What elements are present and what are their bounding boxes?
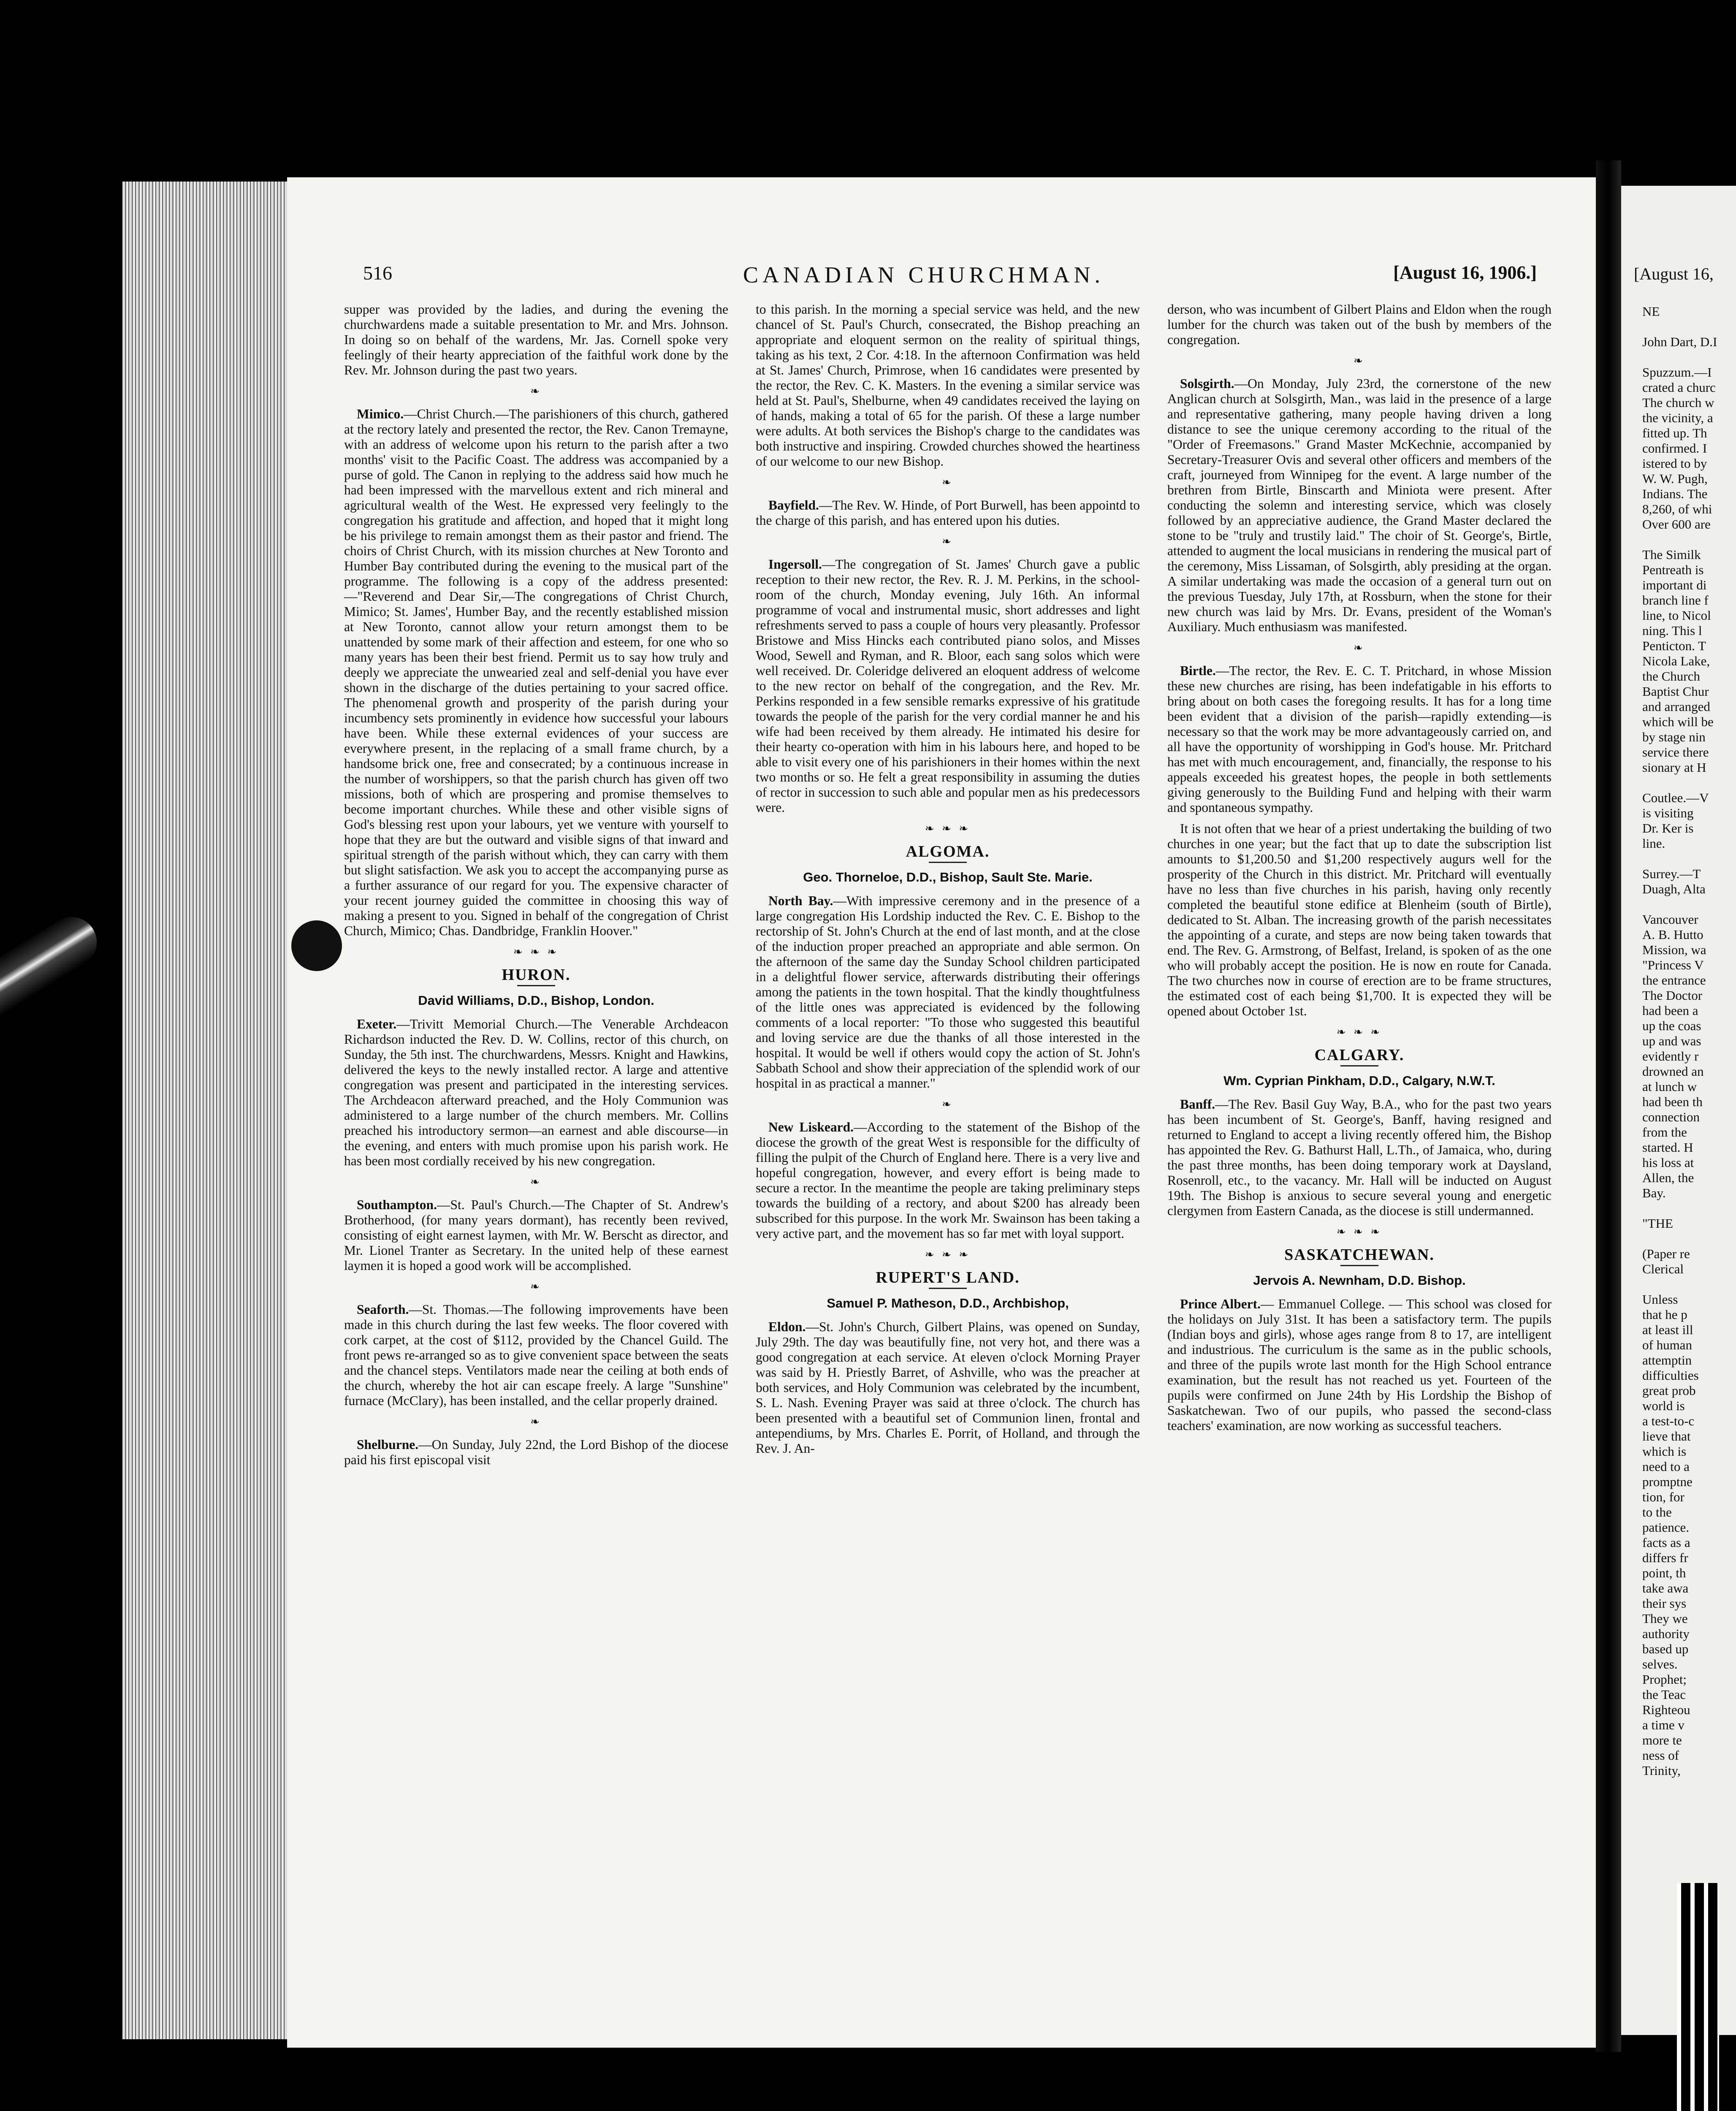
place-name: Solsgirth. bbox=[1180, 376, 1234, 391]
item-southampton bbox=[344, 1197, 728, 1273]
divider bbox=[1340, 1065, 1378, 1066]
right-page-line: Allen, the bbox=[1642, 1170, 1694, 1185]
item-text: —St. John's Church, Gilbert Plains, was opened on Sunday, July 29th. The day was beautifully fine, not very hot, and there was a good congregation at each service. At eleven o'clock Morning Prayer was said by H. Priestly Barret, of Ashville, who was the preacher at both services, and Holy Communion was celebrated by the incumbent, S. L. Nash. Evening Prayer was said at three o'clock. The church has been presented with a beautiful set of Communion linen, frontal and antependiums, by Mrs. Charles E. Porrit, of Holland, and through the Rev. J. An- bbox=[756, 1319, 1140, 1456]
item-bayfield bbox=[756, 498, 1140, 528]
section-ornament: ❧ ❧ ❧ bbox=[925, 822, 971, 835]
item-shelburne bbox=[344, 1437, 728, 1468]
right-page-line: confirmed. I bbox=[1642, 441, 1707, 456]
right-page-line: their sys bbox=[1642, 1596, 1687, 1611]
right-page-line: point, th bbox=[1642, 1566, 1686, 1580]
right-page-line: The Similk bbox=[1642, 547, 1701, 562]
right-page-line: promptne bbox=[1642, 1474, 1693, 1489]
divider bbox=[1340, 1265, 1378, 1266]
ornament: ❧ bbox=[530, 1416, 542, 1428]
right-page-line: Nicola Lake, bbox=[1642, 654, 1710, 668]
right-page-line: which is bbox=[1642, 1444, 1687, 1459]
right-page-line bbox=[1642, 1201, 1736, 1216]
right-page-line: by stage nin bbox=[1642, 730, 1706, 744]
right-page-line: Penticton. T bbox=[1642, 638, 1706, 653]
place-name: New Liskeard. bbox=[768, 1120, 854, 1134]
right-page-line bbox=[1642, 1277, 1736, 1292]
right-page-line: patience. bbox=[1642, 1520, 1690, 1535]
right-page-line bbox=[1642, 1231, 1736, 1246]
item-seaforth bbox=[344, 1302, 728, 1408]
item-text: —St. Paul's Church.—The Chapter of St. Andrew's Brotherhood, (for many years dormant), has recently been revived, consisting of eight earnest laymen, with Mr. W. Berscht as director, and Mr. Lionel Tranter as Secretary. In the united help of these earnest laymen it is hoped a good work will be accomplished. bbox=[344, 1197, 728, 1273]
item-text: —Trivitt Memorial Church.—The Venerable Archdeacon Richardson inducted the Rev. D. W. Collins, rector of this church, on Sunday, the 5th inst. The churchwardens, Messrs. Knight and Hawkins, delivered the keys to the newly installed rector. A large and attentive congregation was present and participated in the interesting services. The Archdeacon afterward preached, and the Holy Communion was administered to a large number of the church members. Mr. Collins preached his introductory sermon—an earnest and able discourse—in the evening, and enters with much promise upon his parish work. He has been most cordially received by his new congregation. bbox=[344, 1017, 728, 1168]
right-page-line: based up bbox=[1642, 1642, 1689, 1656]
right-page-line: the Teac bbox=[1642, 1687, 1686, 1702]
paragraph: supper was provided by the ladies, and during the evening the churchwardens made a suitable presentation to Mr. and Mrs. Johnson. In doing so on behalf of the wardens, Mr. Jas. Cornell spoke very feelingly of their hearty appreciation of the faithful work done by the Rev. Mr. Johnson during the past two years. bbox=[344, 302, 728, 377]
right-page-line: Coutlee.—V bbox=[1642, 790, 1709, 805]
right-page-line: Clerical bbox=[1642, 1262, 1684, 1276]
item-text: —The rector, the Rev. E. C. T. Pritchard, in whose Mission these new churches are rising, has been indefatigable in his efforts to bring about on both cases the foregoing results. It has for a long time been evident that a division of the parish—rapidly extending—is necessary so that the work may be more advantageously carried on, and all have the opportunity of worshipping in God's house. Mr. Pritchard has met with much encouragement, and, financially, the response to his appeals exceeded his greatest hopes, the people in both settlements giving generously to the Building Fund and helping with their warm and spontaneous sympathy. bbox=[1167, 663, 1552, 815]
right-page-line: Bay. bbox=[1642, 1186, 1666, 1200]
item-text: —According to the statement of the Bishop of the diocese the growth of the great West is responsible for the difficulty of filling the pulpit of the Church of England here. There is a very live and hopeful congregation, however, and every effort is being made to secure a rector. In the meantime the people are taking preliminary steps towards the building of a rectory, and about $200 has already been subscribed for this purpose. In the work Mr. Swainson has been taking a very active part, and the movement has so far met with loyal support. bbox=[756, 1120, 1140, 1241]
item-text: —The Rev. Basil Guy Way, B.A., who for the past two years has been incumbent of St. George's, Banff, having resigned and returned to England to accept a living recently offered him, the Bishop has appointed the Rev. G. Bathurst Hall, L.Th., of Jamaica, who, during the past three months, has been doing temporary work at Daysland, Rosenroll, etc., to the vacancy. Mr. Hall will be inducted on August 19th. The Bishop is anxious to secure several young and energetic clergymen from Eastern Canada, as the diocese is still undermanned. bbox=[1167, 1097, 1552, 1218]
right-page-line: the entrance bbox=[1642, 973, 1706, 988]
right-page-line: differs fr bbox=[1642, 1550, 1688, 1565]
right-page-text bbox=[1642, 304, 1736, 1778]
right-page-line bbox=[1642, 319, 1736, 334]
right-page-line: Over 600 are bbox=[1642, 517, 1711, 532]
right-page-line: had been th bbox=[1642, 1094, 1703, 1109]
right-page-fragment bbox=[1621, 186, 1736, 2035]
column-2 bbox=[756, 302, 1140, 1462]
right-page-line: ning. This l bbox=[1642, 623, 1702, 638]
ornament: ❧ bbox=[1354, 642, 1365, 654]
item-mimico bbox=[344, 407, 728, 939]
paragraph: derson, who was incumbent of Gilbert Plains and Eldon when the rough lumber for the church was taken out of the bush by members of the congregation. bbox=[1167, 302, 1552, 347]
ornament: ❧ bbox=[942, 1098, 954, 1110]
right-page-line: up the coas bbox=[1642, 1018, 1701, 1033]
right-page-line: evidently r bbox=[1642, 1049, 1699, 1064]
page-header bbox=[363, 262, 1537, 287]
scanner-edge-stripes bbox=[1677, 1883, 1719, 2111]
place-name: Southampton. bbox=[357, 1197, 437, 1212]
place-name: Birtle. bbox=[1180, 663, 1216, 678]
item-new-liskeard bbox=[756, 1120, 1140, 1241]
section-ornament: ❧ ❧ ❧ bbox=[1336, 1026, 1383, 1038]
ornament: ❧ bbox=[530, 1281, 542, 1293]
right-page-line: which will be bbox=[1642, 714, 1714, 729]
column-1 bbox=[344, 302, 728, 1473]
bottom-shadow bbox=[287, 2048, 1596, 2111]
item-prince-albert bbox=[1167, 1297, 1552, 1433]
bishop-line: David Williams, D.D., Bishop, London. bbox=[418, 993, 654, 1008]
right-page-line: The church w bbox=[1642, 395, 1714, 410]
item-text: —The congregation of St. James' Church gave a public reception to their new rector, the Rev. R. J. M. Perkins, in the school-room of the church, Monday evening, July 16th. An informal programme of vocal and instrumental music, short addresses and light refreshments served to pass a couple of hours very pleasantly. Professor Bristowe and Miss Hincks each contributed piano solos, and Misses Wood, Sewell and Ryman, and R. Bloor, each sang solos which were well received. Dr. Coleridge delivered an eloquent address of welcome to the new rector on behalf of the congregation, and the Rev. Mr. Perkins responded in a few sensible remarks expressive of his gratitude towards the people of the parish for the very cordial manner he and his wife had been received by them already. He intimated his desire for their hearty co-operation with him in his labours here, and hoped to be able to visit every one of his parishioners in their homes within the next two months or so. He felt a great responsibility in assuming the duties of rector in succession to such able and popular men as his predecessors were. bbox=[756, 557, 1140, 815]
right-page-line: more te bbox=[1642, 1733, 1682, 1747]
right-page-line: Spuzzum.—I bbox=[1642, 365, 1712, 380]
right-page-line: lieve that bbox=[1642, 1429, 1691, 1444]
right-page-line: branch line f bbox=[1642, 593, 1709, 608]
right-page-line: at least ill bbox=[1642, 1322, 1693, 1337]
right-page-line: crated a churc bbox=[1642, 380, 1716, 395]
right-page-line: Baptist Chur bbox=[1642, 684, 1709, 699]
place-name: Exeter. bbox=[357, 1017, 397, 1031]
right-page-line: up and was bbox=[1642, 1034, 1701, 1048]
ornament: ❧ bbox=[1354, 355, 1365, 367]
right-page-line: world is bbox=[1642, 1398, 1685, 1413]
right-page-line bbox=[1642, 775, 1736, 790]
right-page-line: They we bbox=[1642, 1611, 1688, 1626]
right-page-line: Pentreath is bbox=[1642, 562, 1704, 577]
right-page-line: NE bbox=[1642, 304, 1660, 319]
place-name: Shelburne. bbox=[357, 1437, 419, 1452]
right-page-line: his loss at bbox=[1642, 1155, 1694, 1170]
right-page-line: and arranged bbox=[1642, 699, 1710, 714]
item-text: —On Sunday, July 22nd, the Lord Bishop of the diocese paid his first episcopal visit bbox=[344, 1437, 728, 1467]
bishop-line: Geo. Thorneloe, D.D., Bishop, Sault Ste. Marie. bbox=[803, 870, 1093, 885]
item-text: — Emmanuel College. — This school was closed for the holidays on July 31st. It has been a satisfactory term. The pupils (Indian boys and girls), whose ages range from 8 to 17, are intelligent and industrious. The curriculum is the same as in the public schools, and three of the pupils wrote last month for the High School entrance examination, but the result has not reached us yet. Fourteen of the pupils were confirmed on June 24th by His Lordship the Bishop of Saskatchewan. Two of our pupils, who passed the second-class teachers' examination, are now working as successful teachers. bbox=[1167, 1297, 1552, 1433]
right-page-line: from the bbox=[1642, 1125, 1687, 1140]
pen-object bbox=[0, 907, 106, 1219]
item-text: —The Rev. W. Hinde, of Port Burwell, has been appointd to the charge of this parish, and has entered upon his duties. bbox=[756, 498, 1140, 528]
right-page-line: (Paper re bbox=[1642, 1246, 1690, 1261]
divider bbox=[929, 862, 967, 863]
place-name: Bayfield. bbox=[768, 498, 819, 513]
right-page-date: [August 16, bbox=[1634, 264, 1714, 283]
section-title: HURON. bbox=[502, 966, 571, 984]
right-page-line: Vancouver bbox=[1642, 912, 1698, 927]
item-birtle bbox=[1167, 663, 1552, 815]
section-title: ALGOMA. bbox=[906, 843, 990, 860]
right-page-line: a test-to-c bbox=[1642, 1414, 1695, 1428]
place-name: Prince Albert. bbox=[1180, 1297, 1261, 1311]
right-page-line bbox=[1642, 532, 1736, 547]
section-ornament: ❧ ❧ ❧ bbox=[925, 1248, 971, 1261]
page-edge-stack bbox=[122, 182, 287, 2039]
pen-tip bbox=[291, 920, 342, 971]
right-page-line: drowned an bbox=[1642, 1064, 1704, 1079]
right-page-line bbox=[1642, 897, 1736, 912]
right-page-line: Righteou bbox=[1642, 1702, 1690, 1717]
section-title: CALGARY. bbox=[1314, 1046, 1405, 1064]
right-page-line: to the bbox=[1642, 1505, 1672, 1519]
page-number: 516 bbox=[363, 262, 392, 284]
item-eldon bbox=[756, 1319, 1140, 1456]
right-page-line: at lunch w bbox=[1642, 1079, 1697, 1094]
bishop-line: Wm. Cyprian Pinkham, D.D., Calgary, N.W.T. bbox=[1223, 1073, 1495, 1088]
item-solsgirth bbox=[1167, 376, 1552, 635]
right-page-line: line. bbox=[1642, 836, 1665, 851]
item-north-bay bbox=[756, 893, 1140, 1091]
right-page-line: sionary at H bbox=[1642, 760, 1706, 775]
ornament: ❧ bbox=[530, 385, 542, 397]
section-ornament: ❧ ❧ ❧ bbox=[1336, 1226, 1383, 1238]
right-page-line: Surrey.—T bbox=[1642, 866, 1701, 881]
right-page-line: the Church bbox=[1642, 669, 1700, 684]
right-page-line: 8,260, of whi bbox=[1642, 502, 1712, 516]
place-name: Seaforth. bbox=[357, 1302, 409, 1317]
right-page-line: attemptin bbox=[1642, 1353, 1692, 1368]
right-page-line: Indians. The bbox=[1642, 486, 1708, 501]
column-3 bbox=[1167, 302, 1552, 1439]
ornament: ❧ bbox=[942, 476, 954, 488]
place-name: Ingersoll. bbox=[768, 557, 822, 572]
right-page-line: A. B. Hutto bbox=[1642, 927, 1703, 942]
place-name: Eldon. bbox=[768, 1319, 806, 1334]
ornament: ❧ bbox=[530, 1176, 542, 1188]
right-page-line: had been a bbox=[1642, 1003, 1698, 1018]
ornament: ❧ bbox=[942, 535, 954, 548]
right-page-line: a time v bbox=[1642, 1718, 1684, 1732]
right-page-line: facts as a bbox=[1642, 1535, 1690, 1550]
item-banff bbox=[1167, 1097, 1552, 1218]
right-page-line: great prob bbox=[1642, 1383, 1696, 1398]
item-ingersoll bbox=[756, 557, 1140, 815]
journal-title: CANADIAN CHURCHMAN. bbox=[743, 262, 1105, 288]
right-page-line: selves. bbox=[1642, 1657, 1678, 1671]
right-page-line: line, to Nicol bbox=[1642, 608, 1711, 623]
bishop-line: Samuel P. Matheson, D.D., Archbishop, bbox=[827, 1296, 1069, 1311]
right-page-line: Prophet; bbox=[1642, 1672, 1687, 1687]
right-page-line: Dr. Ker is bbox=[1642, 821, 1694, 836]
right-page-line: Mission, wa bbox=[1642, 942, 1706, 957]
right-page-line: started. H bbox=[1642, 1140, 1693, 1155]
divider bbox=[517, 985, 555, 986]
section-title: SASKATCHEWAN. bbox=[1284, 1246, 1435, 1264]
item-text: —On Monday, July 23rd, the cornerstone of the new Anglican church at Solsgirth, Man., was laid in the presence of a large and representative gathering, many people having driven a long distance to see the unique ceremony according to the ritual of the "Order of Freemasons." Grand Master McKechnie, accompanied by Secretary-Treasurer Ovis and several other officers and members of the craft, journeyed from Winnipeg for the event. A large number of the brethren from Birtle, Binscarth and Miniota were present. After conducting the solemn and interesting service, which was closely followed by an appreciative audience, the Grand Master declared the stone to be "truly and trustily laid." The choir of St. George's, Birtle, attended to augment the local musicians in rendering the musical part of the ceremony, Miss Lissaman, of Solsgirth, ably presiding at the organ. A similar undertaking was made the occasion of a general turn out on the previous Tuesday, July 17th, at Rossburn, when the stone for their new church was laid by Mrs. Dr. Evans, president of the Woman's Auxiliary. Much enthusiasm was manifested. bbox=[1167, 376, 1552, 634]
right-page-line: take awa bbox=[1642, 1581, 1689, 1595]
right-page-line: ness of bbox=[1642, 1748, 1679, 1763]
section-ornament: ❧ ❧ ❧ bbox=[513, 946, 559, 958]
item-exeter bbox=[344, 1017, 728, 1169]
place-name: North Bay. bbox=[768, 893, 833, 908]
right-page-line: is visiting bbox=[1642, 806, 1694, 820]
right-page-line: The Doctor bbox=[1642, 988, 1703, 1003]
item-text: —St. Thomas.—The following improvements have been made in this church during the last few weeks. The floor covered with cork carpet, at the cost of $112, provided by the Chancel Guild. The front pews re-arranged so as to give convenient space between the seats and the chancel steps. Ventilators made near the ceiling at both ends of the church, whereby the hot air can escape freely. A large "Sunshine" furnace (McClary), has been installed, and the cellar properly drained. bbox=[344, 1302, 728, 1408]
divider bbox=[929, 1288, 967, 1289]
right-page-line: connection bbox=[1642, 1110, 1700, 1124]
right-page-line: W. W. Pugh, bbox=[1642, 471, 1708, 486]
right-page-line: the vicinity, a bbox=[1642, 410, 1713, 425]
right-page-line: important di bbox=[1642, 578, 1707, 592]
book-gutter bbox=[1596, 160, 1621, 2052]
right-page-line: Duagh, Alta bbox=[1642, 882, 1706, 896]
right-page-line: tion, for bbox=[1642, 1490, 1684, 1504]
right-page-line: difficulties bbox=[1642, 1368, 1699, 1383]
right-page-line: "Princess V bbox=[1642, 958, 1704, 972]
paragraph: to this parish. In the morning a special service was held, and the new chancel of St. Paul's Church, consecrated, the Bishop preaching an appropriate and eloquent sermon on the reality of spiritual things, taking as his text, 2 Cor. 4:18. In the afternoon Confirmation was held at St. James' Church, Primrose, when 16 candidates were presented by the rector, the Rev. C. K. Masters. In the evening a similar service was held at St. Paul's, Shelburne, when 49 candidates received the laying on of hands, making a total of 65 for the parish. Of these a large number were adults. At both services the Bishop's charge to the candidates was both instructive and inspiring. Crowded churches showed the heartiness of our welcome to our new Bishop. bbox=[756, 302, 1140, 469]
right-page-line: John Dart, D.I bbox=[1642, 334, 1717, 349]
right-page-line: Unless bbox=[1642, 1292, 1678, 1307]
paragraph: It is not often that we hear of a priest undertaking the building of two churches in one year; but the fact that up to date the subscription list amounts to $1,200.50 and $1,200 respectively augurs well for the prosperity of the Church in this district. Mr. Pritchard will eventually have no less than five churches in his parish, having only recently completed the beautiful stone edifice at Blenheim (south of Birtle), dedicated to St. Alban. The increasing growth of the parish necessitates the appointing of a curate, and steps are now being taken towards that end. The Rev. G. Armstrong, of Belfast, Ireland, is spoken of as the one who will probably accept the position. He is now en route for Canada. The two churches now in course of erection are to be frame structures, the estimated cost of each being $1,700. It is expected they will be opened about October 1st. bbox=[1167, 821, 1552, 1018]
right-page-line: of human bbox=[1642, 1338, 1692, 1352]
right-page-line: istered to by bbox=[1642, 456, 1707, 471]
place-name: Mimico. bbox=[357, 407, 404, 421]
item-text: —Christ Church.—The parishioners of this church, gathered at the rectory lately and presented the rector, the Rev. Canon Tremayne, with an address of welcome upon his return to the parish after a two months' visit to the Pacific Coast. The address was accompanied by a purse of gold. The Canon in replying to the address said how much he had been impressed with the marvellous extent and rich mineral and agricultural wealth of the West. He expressed very feelingly to the congregation his gratitude and affection, and hoped that it might long be his privilege to remain amongst them as their pastor and friend. The choirs of Christ Church, with its mission churches at New Toronto and Humber Bay contributed during the evening to the musical part of the programme. The following is a copy of the address presented:—"Reverend and Dear Sir,—The congregations of Christ Church, Mimico; St. James', Humber Bay, and the recently established mission at New Toronto, cannot allow your return amongst them to be unattended by some mark of their affection and esteem, for one who so many years has been their best friend. Permit us to say how truly and deeply we appreciate the unwearied zeal and self-denial you have ever shown in the discharge of the duties pertaining to your sacred office. The phenomenal growth and prosperity of the parish during your incumbency sets prominently in evidence how successful your labours have been. While these external evidences of your success are everywhere present, in the replacing of a small frame church, by a handsome brick one, free and consecrated; by a continuous increase in the number of worshippers, so that the parish church has given off two missions, both of which are prospering and promise themselves to become important churches. While these and other visible signs of God's blessing rest upon your labours, yet we venture with yourself to hope that they are but the outward and visible signs of that inward and spiritual strength of the parish without which, they can carry with them but slight satisfaction. We ask you to accept the accompanying purse as a further assurance of our regard for you. The expensive character of your recent journey guided the committee in choosing this way of making a present to you. Signed in behalf of the congregation of Christ Church, Mimico; Chas. Dandbridge, Franklin Hoover." bbox=[344, 407, 728, 938]
right-page-line: that he p bbox=[1642, 1307, 1687, 1322]
bishop-line: Jervois A. Newnham, D.D. Bishop. bbox=[1253, 1273, 1466, 1288]
right-page-line: "THE bbox=[1642, 1216, 1673, 1231]
right-page-line: Trinity, bbox=[1642, 1763, 1681, 1778]
place-name: Banff. bbox=[1180, 1097, 1215, 1112]
right-page-line: need to a bbox=[1642, 1459, 1690, 1474]
right-page-line: authority bbox=[1642, 1626, 1690, 1641]
right-page-line: fitted up. Th bbox=[1642, 426, 1707, 440]
section-title: RUPERT'S LAND. bbox=[876, 1269, 1020, 1286]
right-page-line bbox=[1642, 851, 1736, 866]
right-page-line bbox=[1642, 350, 1736, 365]
issue-date: [August 16, 1906.] bbox=[1393, 262, 1537, 283]
right-page-line: service there bbox=[1642, 745, 1709, 760]
item-text: —With impressive ceremony and in the presence of a large congregation His Lordship inducted the Rev. C. E. Bishop to the rectorship of St. John's Church at the end of last month, and at the close of the induction proper preached an appropriate and able sermon. On the afternoon of the same day the Sunday School children participated in a delightful flower service, afterwards distributing their offerings among the patients in the town hospital. That the kindly thoughtfulness of the little ones was appreciated is evidenced by the following comments of a local reporter: "To those who suggested this beautiful and loving service are due the thanks of all those interested in the hospital. It would be well if others would copy the action of St. John's Sabbath School and show their appreciation of the splendid work of our hospital in as practical a manner." bbox=[756, 893, 1140, 1091]
